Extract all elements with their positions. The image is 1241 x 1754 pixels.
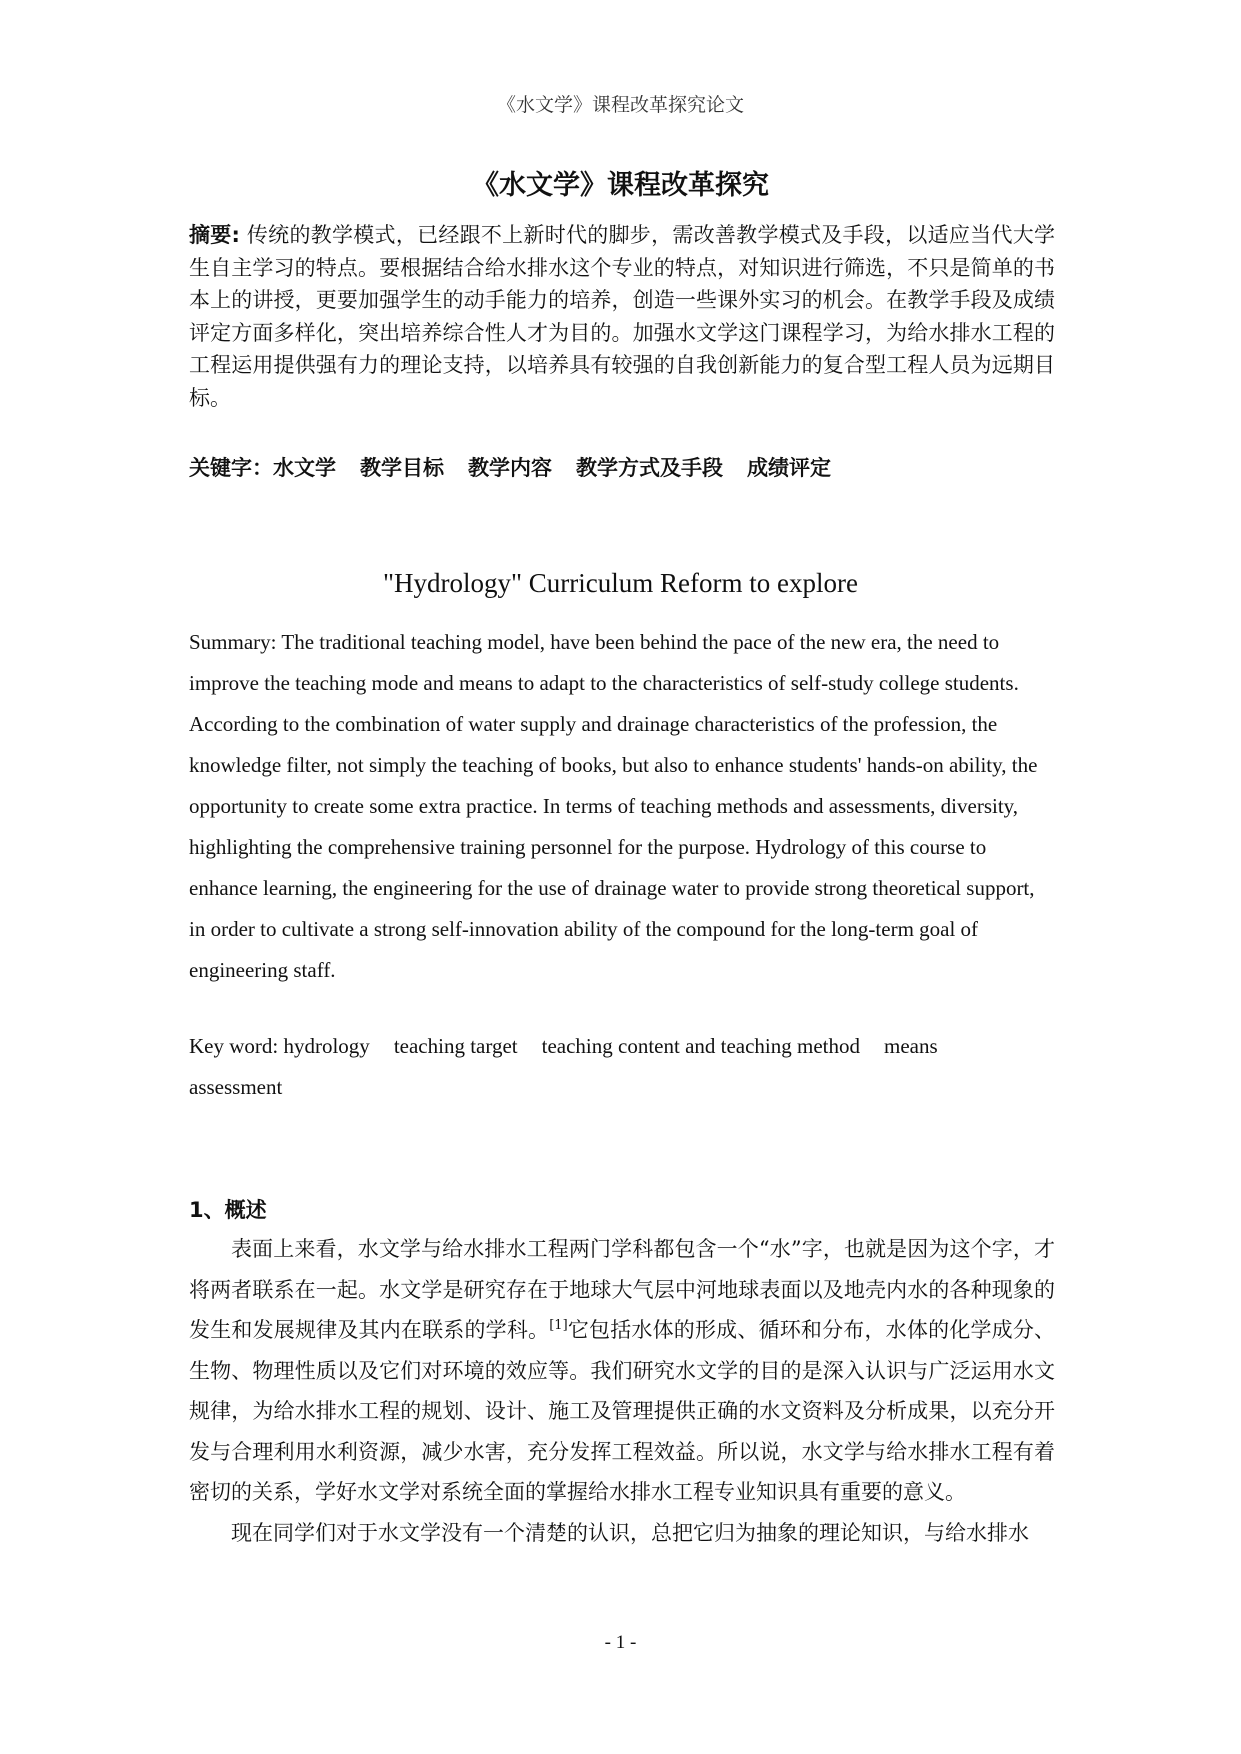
keyword-item: 教学目标: [360, 456, 444, 480]
keyword-item: means: [884, 1034, 938, 1058]
keyword-item: assessment: [189, 1075, 283, 1099]
keyword-item: 成绩评定: [747, 456, 831, 480]
section-heading: 1、概述: [189, 1198, 267, 1222]
english-abstract: Summary: The traditional teaching model, have been behind the pace of the new era, the need to improve the teaching mode and means to adapt to the characteristics of self-study college students. According to the combination of water supply and drainage characteristics of the profession, the knowledge filter, not simply the teaching of books, but also to enhance students' hands-on ability, the opportunity to create some extra practice. In terms of teaching methods and assessments, diversity, highlighting the comprehensive training personnel for the purpose. Hydrology of this course to enhance learning, the engineering for the use of drainage water to provide strong theoretical support, in order to cultivate a strong self-innovation ability of the compound for the long-term goal of engineering staff.: [189, 630, 1038, 982]
body-paragraph: [189, 1229, 1055, 1513]
chinese-title: 《水文学》课程改革探究: [472, 170, 769, 201]
paragraph-text: 它包括水体的形成、循环和分布，水体的化学成分、生物、物理性质以及它们对环境的效应等。我们研究水文学的目的是深入认识与广泛运用水文规律，为给水排水工程的规划、设计、施工及管理提供正确的水文资料及分析成果，以充分开发与合理利用水利资源，减少水害，充分发挥工程效益。所以说，水文学与给水排水工程有着密切的关系，学好水文学对系统全面的掌握给水排水工程专业知识具有重要的意义。: [189, 1318, 1056, 1504]
keyword-item: 教学方式及手段: [576, 456, 723, 480]
page-number: - 1 -: [604, 1632, 637, 1653]
keyword-item: teaching target: [393, 1034, 518, 1058]
keyword-item: hydrology: [283, 1034, 370, 1058]
paragraph-text: 表面上来看，水文学与给水排水工程两门学科都包含一个“水”字，也就是因为这个字，才将两者联系在一起。水文学是研究存在于地球大气层中河地球表面以及地壳内水的各种现象的发生和发展规律及其内在联系的学科。: [189, 1237, 1055, 1342]
citation-reference: [1]: [549, 1318, 568, 1333]
english-title: "Hydrology" Curriculum Reform to explore: [383, 568, 858, 598]
chinese-abstract: [189, 219, 1055, 414]
keywords-label: 关键字：: [189, 456, 273, 480]
section-body: [189, 1229, 1055, 1553]
running-header: 《水文学》课程改革探究论文: [496, 94, 744, 116]
body-paragraph: 现在同学们对于水文学没有一个清楚的认识，总把它归为抽象的理论知识，与给水排水: [231, 1520, 1029, 1545]
abstract-text: 传统的教学模式，已经跟不上新时代的脚步，需改善教学模式及手段，以适应当代大学生自主学习的特点。要根据结合给水排水这个专业的特点，对知识进行筛选，不只是简单的书本上的讲授，更要加强学生的动手能力的培养，创造一些课外实习的机会。在教学手段及成绩评定方面多样化，突出培养综合性人才为目的。加强水文学这门课程学习，为给水排水工程的工程运用提供强有力的理论支持，以培养具有较强的自我创新能力的复合型工程人员为远期目标。: [189, 223, 1055, 410]
keyword-item: 水文学: [273, 456, 336, 480]
keywords-label: Key word:: [189, 1034, 279, 1058]
keyword-item: teaching content and teaching method: [541, 1034, 861, 1058]
keyword-item: 教学内容: [468, 456, 552, 480]
english-keywords: [189, 1026, 1055, 1108]
chinese-keywords: [189, 452, 1055, 484]
abstract-label: 摘要:: [189, 223, 240, 247]
